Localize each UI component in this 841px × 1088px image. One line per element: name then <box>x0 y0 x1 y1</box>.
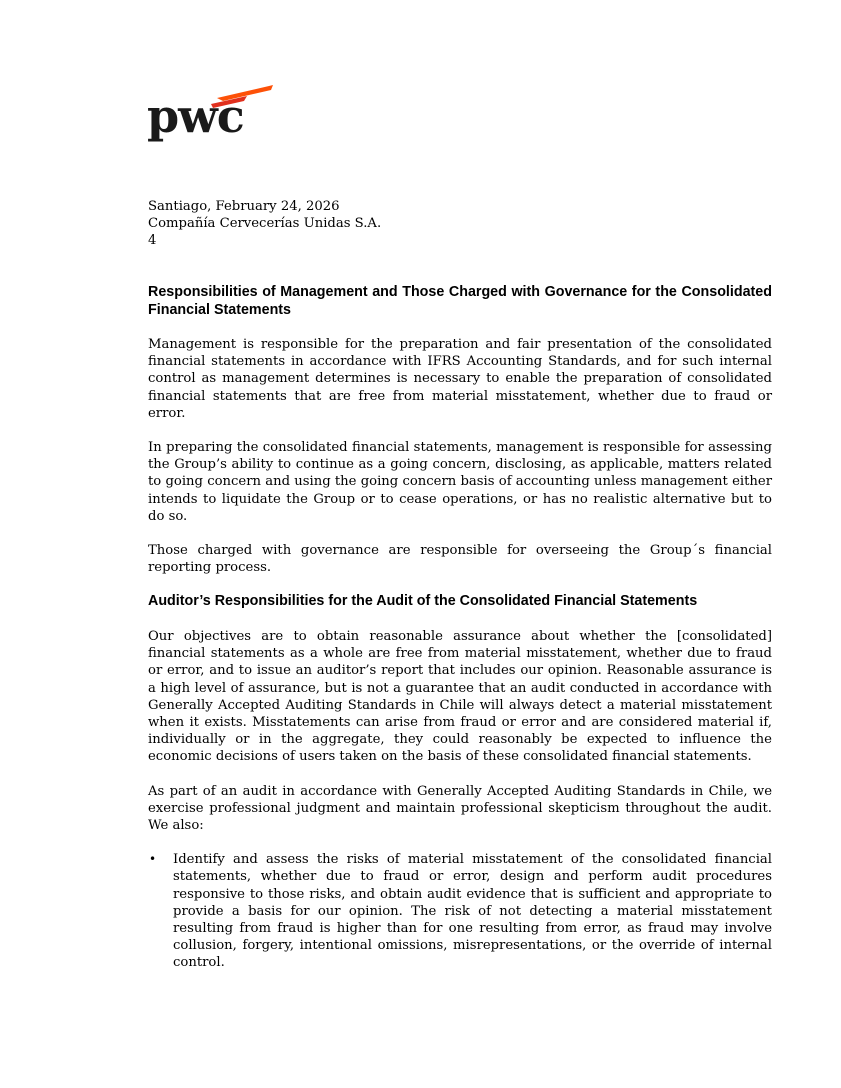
list-item <box>148 851 772 971</box>
audit-procedures-list <box>148 851 772 971</box>
paragraph: Management is responsible for the preparation and fair presentation of the consolidated financial statements in accordance with IFRS Accounting Standards, and for such internal control as management determines is necessary to enable the preparation of consolidated financial statements that are free from material misstatement, whether due to fraud or error. <box>148 337 772 421</box>
company-name: Compañía Cervecerías Unidas S.A. <box>148 216 382 231</box>
date-line: Santiago, February 24, 2026 <box>148 199 340 214</box>
paragraph: Those charged with governance are responsible for overseeing the Group´s financial reporting process. <box>148 543 772 576</box>
paragraph: In preparing the consolidated financial statements, management is responsible for assessing the Group’s ability to continue as a going concern, disclosing, as applicable, matters related to going concern and using the going concern basis of accounting unless management either intends to liquidate the Group or to cease operations, or has no realistic alternative but to do so. <box>148 440 772 524</box>
list-item-text: Identify and assess the risks of material misstatement of the consolidated financial statements, whether due to fraud or error, design and perform audit procedures responsive to those risks, and obtain audit evidence that is sufficient and appropriate to provide a basis for our opinion. The risk of not detecting a material misstatement resulting from fraud is higher than for one resulting from error, as fraud may involve collusion, forgery, intentional omissions, misrepresentations, or the override of internal control. <box>173 852 772 971</box>
letter-body <box>148 198 772 972</box>
page-number: 4 <box>148 233 157 248</box>
pwc-logo <box>147 84 277 148</box>
logo-wordmark: pwc <box>147 89 244 143</box>
paragraph: As part of an audit in accordance with Generally Accepted Auditing Standards in Chile, we exercise professional judgment and maintain professional skepticism throughout the audit. We also: <box>148 783 772 833</box>
bullet-icon: • <box>149 852 157 867</box>
paragraph: Our objectives are to obtain reasonable assurance about whether the [consolidated] financial statements as a whole are free from material misstatement, whether due to fraud or error, and to issue an auditor’s report that includes our opinion. Reasonable assurance is a high level of assurance, but is not a guarantee that an audit conducted in accordance with Generally Accepted Auditing Standards in Chile will always detect a material misstatement when it exists. Misstatements can arise from fraud or error and are considered material if, individually or in the aggregate, they could reasonably be expected to influence the economic decisions of users taken on the basis of these consolidated financial statements. <box>148 628 772 765</box>
section-heading-management: Responsibilities of Management and Those Charged with Governance for the Consolidated Financial Statements <box>148 284 772 318</box>
section-heading-auditor: Auditor’s Responsibilities for the Audit of the Consolidated Financial Statements <box>148 593 698 610</box>
